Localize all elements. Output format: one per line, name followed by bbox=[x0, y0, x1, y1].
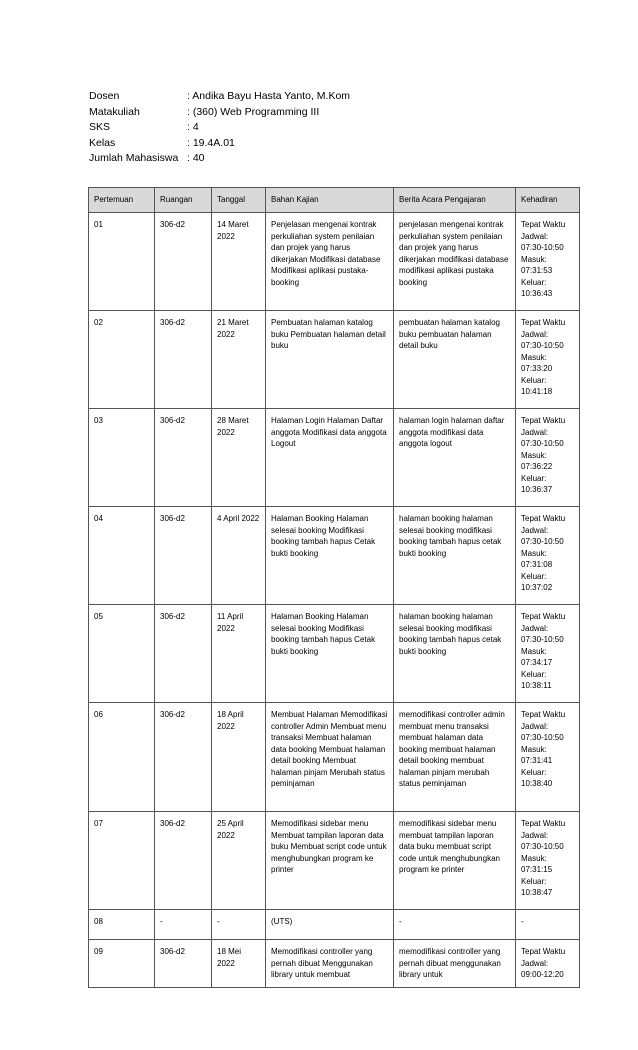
kehadiran-line: 07:30-10:50 bbox=[521, 341, 564, 350]
info-row bbox=[89, 151, 350, 167]
kehadiran-line: 07:30-10:50 bbox=[521, 439, 564, 448]
table-row bbox=[89, 409, 580, 507]
cell-berita: - bbox=[394, 910, 516, 940]
cell-pertemuan: 07 bbox=[89, 812, 155, 910]
kehadiran-line: 07:30-10:50 bbox=[521, 842, 564, 851]
cell-tanggal: 18 Mei 2022 bbox=[212, 940, 266, 988]
kehadiran-line: Masuk: bbox=[521, 646, 547, 656]
cell-tanggal: 21 Maret 2022 bbox=[212, 311, 266, 409]
info-label: Matakuliah bbox=[89, 105, 140, 118]
cell-ruangan: 306-d2 bbox=[155, 812, 212, 910]
kehadiran-line: 10:37:02 bbox=[521, 583, 553, 592]
table-row bbox=[89, 812, 580, 910]
info-label: Dosen bbox=[89, 90, 120, 102]
info-row bbox=[89, 120, 350, 136]
cell-berita: halaman login halaman daftar anggota modifikasi data anggota logout bbox=[394, 409, 516, 507]
cell-tanggal: 18 April 2022 bbox=[212, 703, 266, 812]
kehadiran-line: Tepat Waktu bbox=[521, 612, 566, 621]
kehadiran-line: 10:36:37 bbox=[521, 485, 553, 494]
table-row bbox=[89, 213, 580, 311]
kehadiran-line: 10:41:18 bbox=[521, 387, 553, 396]
kehadiran-line: Tepat Waktu bbox=[521, 220, 566, 229]
cell-ruangan: 306-d2 bbox=[155, 507, 212, 605]
column-header: Pertemuan bbox=[89, 188, 155, 213]
cell-bahan: Memodifikasi sidebar menu Membuat tampilan laporan data buku Membuat script code untuk menghubungkan program ke printer bbox=[266, 812, 394, 910]
cell-ruangan: 306-d2 bbox=[155, 213, 212, 311]
cell-ruangan: 306-d2 bbox=[155, 940, 212, 988]
info-value: : 40 bbox=[187, 152, 205, 164]
cell-tanggal: 4 April 2022 bbox=[212, 507, 266, 605]
kehadiran-line: Keluar: bbox=[521, 767, 547, 777]
cell-pertemuan: 09 bbox=[89, 940, 155, 988]
kehadiran-line: Keluar: bbox=[521, 669, 547, 679]
kehadiran-line: Keluar: bbox=[521, 375, 547, 385]
cell-kehadiran bbox=[516, 507, 580, 605]
cell-bahan: Membuat Halaman Memodifikasi controller Admin Membuat menu transaksi Membuat halaman data booking Membuat halaman detail booking Membuat halaman pinjam Merubah status peminjaman bbox=[266, 703, 394, 812]
column-header: Kehadiran bbox=[516, 188, 580, 213]
info-label: SKS bbox=[89, 121, 111, 133]
cell-bahan: Halaman Booking Halaman selesai booking Modifikasi booking tambah hapus Cetak bukti booking bbox=[266, 507, 394, 605]
column-header: Bahan Kajian bbox=[266, 188, 394, 213]
course-info bbox=[89, 89, 350, 167]
kehadiran-line: Keluar: bbox=[521, 876, 547, 886]
kehadiran-line: Tepat Waktu bbox=[521, 318, 566, 327]
kehadiran-line: Jadwal: bbox=[521, 525, 549, 535]
cell-pertemuan: 03 bbox=[89, 409, 155, 507]
kehadiran-line: 07:31:41 bbox=[521, 756, 553, 765]
kehadiran-line: 10:38:47 bbox=[521, 888, 553, 897]
kehadiran-line: 07:30-10:50 bbox=[521, 537, 564, 546]
column-header: Tanggal bbox=[212, 188, 266, 213]
cell-tanggal: 28 Maret 2022 bbox=[212, 409, 266, 507]
cell-berita: memodifikasi sidebar menu membuat tampilan laporan data buku membuat script code untuk menghubungkan program ke printer bbox=[394, 812, 516, 910]
kehadiran-line: 07:34:17 bbox=[521, 658, 553, 667]
kehadiran-line: 07:31:15 bbox=[521, 865, 553, 874]
kehadiran-line: Masuk: bbox=[521, 254, 547, 264]
cell-pertemuan: 06 bbox=[89, 703, 155, 812]
info-value: : (360) Web Programming III bbox=[187, 105, 320, 118]
cell-ruangan: 306-d2 bbox=[155, 311, 212, 409]
kehadiran-line: Keluar: bbox=[521, 473, 547, 483]
kehadiran-line: Keluar: bbox=[521, 571, 547, 581]
cell-kehadiran bbox=[516, 605, 580, 703]
cell-tanggal: - bbox=[212, 910, 266, 940]
table-row bbox=[89, 605, 580, 703]
cell-kehadiran bbox=[516, 910, 580, 940]
cell-ruangan: 306-d2 bbox=[155, 703, 212, 812]
cell-bahan: Memodifikasi controller yang pernah dibuat Menggunakan library untuk membuat bbox=[266, 940, 394, 988]
attendance-table bbox=[88, 187, 580, 988]
cell-pertemuan: 01 bbox=[89, 213, 155, 311]
kehadiran-line: Tepat Waktu bbox=[521, 947, 566, 956]
cell-ruangan: 306-d2 bbox=[155, 605, 212, 703]
kehadiran-line: Masuk: bbox=[521, 853, 547, 863]
cell-bahan: Halaman Booking Halaman selesai booking Modifikasi booking tambah hapus Cetak bukti booking bbox=[266, 605, 394, 703]
kehadiran-line: 07:30-10:50 bbox=[521, 243, 564, 252]
table-header-row bbox=[89, 188, 580, 213]
cell-kehadiran bbox=[516, 311, 580, 409]
kehadiran-line: 07:30-10:50 bbox=[521, 635, 564, 644]
table-row bbox=[89, 507, 580, 605]
kehadiran-line: Jadwal: bbox=[521, 427, 549, 437]
info-value: : Andika Bayu Hasta Yanto, M.Kom bbox=[187, 90, 351, 102]
column-header: Berita Acara Pengajaran bbox=[394, 188, 516, 213]
cell-pertemuan: 08 bbox=[89, 910, 155, 940]
cell-bahan: Pembuatan halaman katalog buku Pembuatan halaman detail buku bbox=[266, 311, 394, 409]
cell-kehadiran bbox=[516, 940, 580, 988]
kehadiran-line: 07:36:22 bbox=[521, 462, 553, 471]
info-value: : 19.4A.01 bbox=[187, 136, 235, 149]
info-row bbox=[89, 105, 350, 121]
cell-berita: memodifikasi controller yang pernah dibuat menggunakan library untuk bbox=[394, 940, 516, 988]
cell-ruangan: 306-d2 bbox=[155, 409, 212, 507]
kehadiran-line: Jadwal: bbox=[521, 958, 549, 968]
kehadiran-line: Jadwal: bbox=[521, 231, 549, 241]
cell-pertemuan: 04 bbox=[89, 507, 155, 605]
info-row bbox=[89, 136, 350, 152]
kehadiran-line: Tepat Waktu bbox=[521, 416, 566, 425]
kehadiran-line: 10:36:43 bbox=[521, 289, 553, 298]
cell-tanggal: 25 April 2022 bbox=[212, 812, 266, 910]
cell-berita: memodifikasi controller admin membuat menu transaksi membuat halaman data booking membuat halaman detail booking membuat halaman pinjam merubah status peminjaman bbox=[394, 703, 516, 812]
kehadiran-line: Jadwal: bbox=[521, 830, 549, 840]
kehadiran-line: 07:33:20 bbox=[521, 364, 553, 373]
cell-berita: penjelasan mengenai kontrak perkuliahan system penilaian dan projek yang harus dikerjakan modifikasi database modifikasi aplikasi pustaka booking bbox=[394, 213, 516, 311]
cell-kehadiran bbox=[516, 812, 580, 910]
cell-tanggal: 11 April 2022 bbox=[212, 605, 266, 703]
cell-kehadiran bbox=[516, 409, 580, 507]
kehadiran-line: Jadwal: bbox=[521, 623, 549, 633]
kehadiran-line: Masuk: bbox=[521, 450, 547, 460]
info-row bbox=[89, 89, 350, 105]
table-row bbox=[89, 910, 580, 940]
kehadiran-line: Tepat Waktu bbox=[521, 710, 566, 719]
kehadiran-line: Keluar: bbox=[521, 277, 547, 287]
cell-pertemuan: 02 bbox=[89, 311, 155, 409]
kehadiran-line: 10:38:40 bbox=[521, 779, 553, 788]
info-label: Kelas bbox=[89, 136, 116, 149]
cell-kehadiran bbox=[516, 213, 580, 311]
kehadiran-line: - bbox=[521, 917, 524, 926]
cell-bahan: Penjelasan mengenai kontrak perkuliahan system penilaian dan projek yang harus dikerjakan Modifikasi database Modifikasi aplikasi pustaka-booking bbox=[266, 213, 394, 311]
cell-bahan: (UTS) bbox=[266, 910, 394, 940]
info-label: Jumlah Mahasiswa bbox=[89, 152, 179, 164]
cell-berita: halaman booking halaman selesai booking modifikasi booking tambah hapus cetak bukti booking bbox=[394, 605, 516, 703]
kehadiran-line: Masuk: bbox=[521, 352, 547, 362]
kehadiran-line: 09:00-12:20 bbox=[521, 970, 564, 979]
kehadiran-line: Masuk: bbox=[521, 744, 547, 754]
kehadiran-line: 07:31:53 bbox=[521, 266, 553, 275]
kehadiran-line: 07:31:08 bbox=[521, 560, 553, 569]
kehadiran-line: Tepat Waktu bbox=[521, 514, 566, 523]
kehadiran-line: 10:38:11 bbox=[521, 681, 552, 690]
cell-kehadiran bbox=[516, 703, 580, 812]
cell-pertemuan: 05 bbox=[89, 605, 155, 703]
cell-tanggal: 14 Maret 2022 bbox=[212, 213, 266, 311]
cell-bahan: Halaman Login Halaman Daftar anggota Modifikasi data anggota Logout bbox=[266, 409, 394, 507]
cell-berita: pembuatan halaman katalog buku pembuatan halaman detail buku bbox=[394, 311, 516, 409]
column-header: Ruangan bbox=[155, 188, 212, 213]
table-row bbox=[89, 311, 580, 409]
kehadiran-line: Jadwal: bbox=[521, 721, 549, 731]
kehadiran-line: 07:30-10:50 bbox=[521, 733, 564, 742]
table-row bbox=[89, 703, 580, 812]
kehadiran-line: Jadwal: bbox=[521, 329, 549, 339]
table-row bbox=[89, 940, 580, 988]
kehadiran-line: Tepat Waktu bbox=[521, 819, 566, 828]
cell-ruangan: - bbox=[155, 910, 212, 940]
cell-berita: halaman booking halaman selesai booking modifikasi booking tambah hapus cetak bukti booking bbox=[394, 507, 516, 605]
info-value: : 4 bbox=[187, 121, 199, 133]
kehadiran-line: Masuk: bbox=[521, 548, 547, 558]
